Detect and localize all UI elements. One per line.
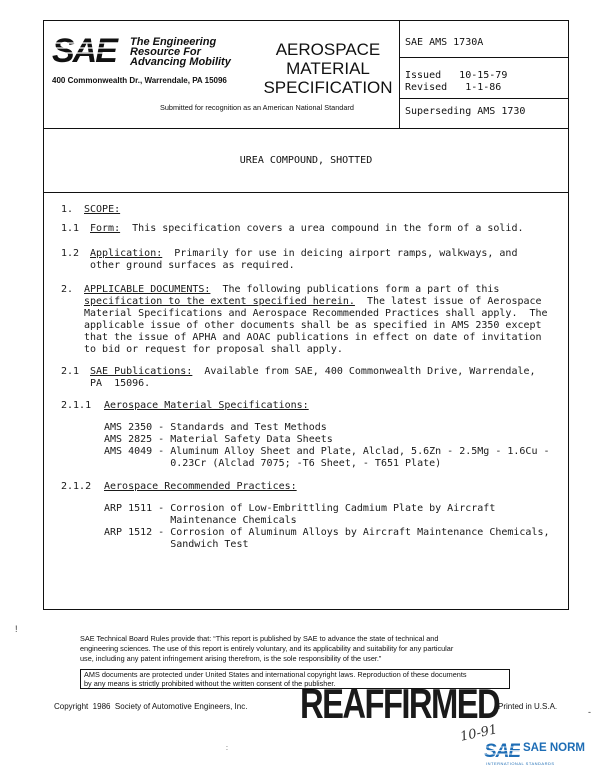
copyright-notice-line-2: by any means is strictly prohibited without the written consent of the publisher. (84, 678, 336, 688)
submitted-note: Submitted for recognition as an American National Standard (160, 103, 354, 112)
spec-title-line-2: MATERIAL (286, 59, 370, 78)
dates-divider (399, 98, 569, 99)
document-title: UREA COMPOUND, SHOTTED (239, 155, 373, 166)
section-1-1-number: 1.1 (61, 223, 80, 234)
sae-norm-subtitle: INTERNATIONAL STANDARDS (486, 761, 555, 766)
reaffirmed-date: 10-91 (458, 722, 499, 745)
section-2-line-2 (84, 296, 542, 308)
section-2-1-heading: SAE Publications: (90, 366, 193, 377)
section-1-2-number: 1.2 (61, 248, 80, 259)
ams-list-item: AMS 2825 - Material Safety Data Sheets (104, 434, 333, 445)
margin-mark: ! (15, 624, 18, 634)
margin-mark: - (588, 707, 591, 717)
revised-date: Revised 1-1-86 (405, 82, 502, 93)
rules-line-3: use, including any patent infringement arising therefrom, is the sole responsibility of the user.” (80, 654, 382, 663)
section-2-number: 2. (61, 284, 74, 295)
reaffirmed-stamp: REAFFIRMED (300, 680, 500, 727)
arp-list-item: ARP 1511 - Corrosion of Low-Embrittling Cadmium Plate by Aircraft (104, 503, 496, 514)
copyright-notice-line-1: AMS documents are protected under United States and international copyright laws. Reproduction of these documents (84, 670, 467, 679)
margin-mark: : (226, 745, 228, 752)
section-2-underlined: specification to the extent specified herein. (84, 296, 355, 307)
section-2-1-number: 2.1 (61, 366, 80, 377)
rules-line-1: SAE Technical Board Rules provide that: “This report is published by SAE to advance the state of technical and (80, 634, 439, 643)
section-2-1-2-number: 2.1.2 (61, 481, 92, 492)
sae-norm-brand: SAE NORM (523, 742, 585, 754)
section-2-1-1-number: 2.1.1 (61, 400, 92, 411)
ams-list-item: 0.23Cr (Alclad 7075; -T6 Sheet, - T651 Plate) (104, 458, 442, 469)
rules-line-2: engineering sciences. The use of this report is entirely voluntary, and its applicability and suitability for any particular (80, 644, 454, 653)
spec-title-line-1: AEROSPACE (275, 40, 381, 59)
ams-list-item: AMS 4049 - Aluminum Alloy Sheet and Plate, Alclad, 5.6Zn - 2.5Mg - 1.6Cu - (104, 446, 550, 457)
section-1-number: 1. (61, 204, 74, 215)
section-1-2-text: Primarily for use in deicing airport ramps, walkways, and (162, 248, 518, 259)
section-2-line-4: applicable issue of other documents shall be as specified in AMS 2350 except (84, 320, 542, 331)
section-2-line-3: Material Specifications and Aerospace Recommended Practices shall apply. The (84, 308, 548, 319)
svg-text:SAE: SAE (484, 741, 520, 760)
tagline-line-3: Advancing Mobility (130, 56, 231, 68)
section-2-line-1 (84, 284, 499, 296)
superseding-note: Superseding AMS 1730 (405, 106, 526, 117)
header-address: 400 Commonwealth Dr., Warrendale, PA 15096 (52, 76, 227, 85)
tagline-line-1: The Engineering (130, 36, 217, 48)
section-2-1-text: Available from SAE, 400 Commonwealth Drive, Warrendale, (192, 366, 536, 377)
section-1-2-line (90, 248, 517, 260)
section-2-text-2: The latest issue of Aerospace (354, 296, 542, 307)
printed-in-usa: Printed in U.S.A. (498, 702, 558, 711)
arp-list-item: Sandwich Test (104, 539, 249, 550)
copyright-line: Copyright 1986 Society of Automotive Engineers, Inc. (54, 702, 248, 711)
svg-text:SAE: SAE (52, 34, 116, 66)
spec-number-divider (399, 57, 569, 58)
section-2-1-2-heading: Aerospace Recommended Practices: (104, 481, 297, 492)
arp-list-item: ARP 1512 - Corrosion of Aluminum Alloys by Aircraft Maintenance Chemicals, (104, 527, 550, 538)
sae-norm-logo-icon (484, 740, 520, 760)
section-2-line-6: to bid or request for proposal shall apply. (84, 344, 343, 355)
spec-title-line-3: SPECIFICATION (263, 78, 393, 97)
section-2-heading: APPLICABLE DOCUMENTS: (84, 284, 211, 295)
title-divider (43, 192, 569, 193)
tagline-line-2: Resource For (130, 46, 201, 58)
section-2-line-5: that the issue of APHA and AOAC publications in effect on date of invitation (84, 332, 542, 343)
spec-number: SAE AMS 1730A (405, 37, 484, 48)
ams-list-item: AMS 2350 - Standards and Test Methods (104, 422, 327, 433)
header-divider (43, 128, 569, 129)
arp-list-item: Maintenance Chemicals (104, 515, 297, 526)
section-1-2-heading: Application: (90, 248, 163, 259)
section-1-1-heading: Form: (90, 223, 121, 234)
section-1-heading: SCOPE: (84, 204, 121, 215)
section-2-1-text-2: PA 15096. (90, 378, 151, 389)
issued-date: Issued 10-15-79 (405, 70, 508, 81)
spec-info-divider (399, 20, 400, 128)
section-2-text-1: The following publications form a part of this (210, 284, 500, 295)
section-1-1-line (90, 223, 523, 235)
section-2-1-1-heading: Aerospace Material Specifications: (104, 400, 309, 411)
section-1-2-text-2: other ground surfaces as required. (90, 260, 295, 271)
sae-logo-icon (52, 34, 124, 66)
section-1-1-text: This specification covers a urea compound in the form of a solid. (120, 223, 524, 234)
section-2-1-line (90, 366, 536, 378)
